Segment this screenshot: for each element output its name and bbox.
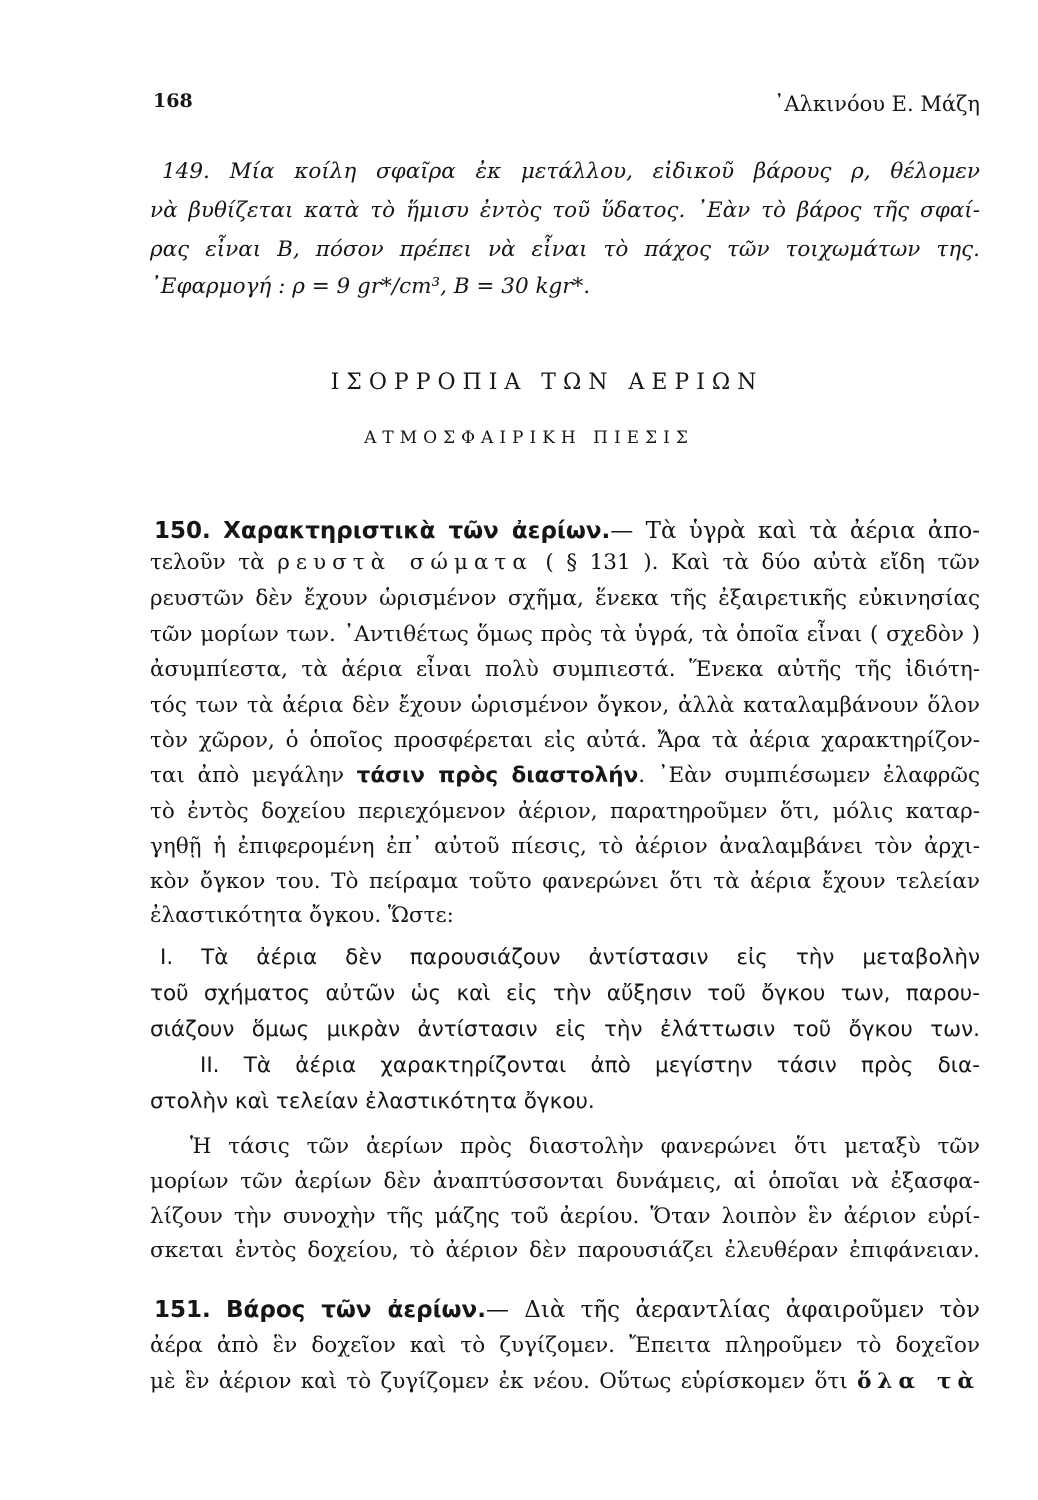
problem-149-line-3: ρας εἶναι Β, πόσον πρέπει νὰ εἶναι τὸ πάχος τῶν τοιχωμάτων της. [150, 237, 980, 262]
section-150-text: τελοῦν τὰ [150, 550, 265, 575]
rule-2-line-2: στολὴν καὶ τελείαν ἐλαστικότητα ὄγκου. [150, 1089, 595, 1114]
section-151-text: μὲ ἓν ἀέριον καὶ τὸ ζυγίζομεν ἐκ νέου. Οὕτως εὑρίσκομεν ὅτι [150, 1369, 848, 1394]
section-150-line-1 [154, 517, 980, 545]
tension-paragraph-line-3: λίζουν τὴν συνοχὴν τῆς μάζης τοῦ ἀερίου. Ὅταν λοιπὸν ἓν ἀέριον εὑρί- [150, 1204, 980, 1229]
section-151-line-1 [154, 1296, 980, 1324]
section-150-number: 150. [154, 518, 211, 544]
section-150-heading: Χαρακτηριστικὰ τῶν ἀερίων. [223, 518, 611, 544]
chapter-subtitle: ΑΤΜΟΣΦΑΙΡΙΚΗ ΠΙΕΣΙΣ [364, 428, 694, 448]
section-151-heading: Βάρος τῶν ἀερίων. [226, 1297, 486, 1323]
rule-2-line-1: II. Τὰ ἀέρια χαρακτηρίζονται ἀπὸ μεγίστην τάσιν πρὸς δια- [200, 1053, 980, 1078]
section-150-line-7: τὸν χῶρον, ὁ ὁποῖος προσφέρεται εἰς αὐτά. Ἄρα τὰ ἀέρια χαρακτηρίζον- [150, 728, 980, 753]
section-150-text: ( § 131 ). Καὶ τὰ δύο αὐτὰ εἴδη τῶν [545, 550, 980, 575]
section-150-spaced-term: ρευστὰ σώματα [277, 550, 533, 575]
section-150-text: . ᾿Εὰν συμπιέσωμεν ἐλαφρῶς [638, 763, 980, 788]
tension-paragraph-line-4: σκεται ἐντὸς δοχείου, τὸ ἀέριον δὲν παρουσιάζει ἐλευθέραν ἐπιφάνειαν. [150, 1238, 980, 1263]
section-151-line-3 [150, 1368, 980, 1396]
section-150-line-3: ρευστῶν δὲν ἔχουν ὡρισμένον σχῆμα, ἕνεκα τῆς ἐξαιρετικῆς εὐκινησίας [150, 586, 980, 611]
section-151-spaced-term: ὅλα τὰ [857, 1369, 980, 1394]
rule-1-line-1: I. Τὰ ἀέρια δὲν παρουσιάζουν ἀντίστασιν εἰς τὴν μεταβολὴν [160, 945, 980, 970]
page-number: 168 [153, 90, 193, 112]
tension-paragraph-line-1: Ἡ τάσις τῶν ἀερίων πρὸς διαστολὴν φανερώνει ὅτι μεταξὺ τῶν [190, 1134, 980, 1159]
section-150-bold-term: τάσιν πρὸς διαστολήν [356, 763, 639, 788]
section-150-line-10: γηθῇ ἡ ἐπιφερομένη ἐπ᾿ αὐτοῦ πίεσις, τὸ ἀέριον ἀναλαμβάνει τὸν ἀρχι- [150, 834, 980, 859]
section-150-line-12: ἐλαστικότητα ὄγκου. Ὥστε: [150, 903, 454, 928]
section-150-line-8 [150, 762, 980, 790]
section-150-text: ται ἀπὸ μεγάλην [150, 763, 344, 788]
running-header-author: ᾿Αλκινόου Ε. Μάζη [773, 92, 980, 116]
rule-1-line-2: τοῦ σχήματος αὐτῶν ὡς καὶ εἰς τὴν αὔξησιν τοῦ ὄγκου των, παρου- [150, 981, 980, 1006]
rule-1-line-3: σιάζουν ὅμως μικρὰν ἀντίστασιν εἰς τὴν ἐλάττωσιν τοῦ ὄγκου των. [150, 1017, 980, 1042]
section-150-line-11: κὸν ὄγκον του. Τὸ πείραμα τοῦτο φανερώνει ὅτι τὰ ἀέρια ἔχουν τελείαν [150, 869, 980, 894]
section-150-line-5: ἀσυμπίεστα, τὰ ἀέρια εἶναι πολὺ συμπιεστά. Ἕνεκα αὐτῆς τῆς ἰδιότη- [150, 657, 980, 682]
section-151-line-2: ἀέρα ἀπὸ ἓν δοχεῖον καὶ τὸ ζυγίζομεν. Ἔπειτα πληροῦμεν τὸ δοχεῖον [150, 1333, 980, 1358]
tension-paragraph-line-2: μορίων τῶν ἀερίων δὲν ἀναπτύσσονται δυνάμεις, αἱ ὁποῖαι νὰ ἐξασφα- [150, 1169, 980, 1194]
chapter-title: ΙΣΟΡΡΟΠΙΑ ΤΩΝ ΑΕΡΙΩΝ [330, 370, 764, 395]
section-150-line-6: τός των τὰ ἀέρια δὲν ἔχουν ὡρισμένον ὄγκον, ἀλλὰ καταλαμβάνουν ὅλον [150, 693, 980, 718]
section-151-number: 151. [154, 1297, 211, 1323]
section-151-line-1-text: — Διὰ τῆς ἀεραντλίας ἀφαιροῦμεν τὸν [485, 1297, 981, 1323]
section-150-line-9: τὸ ἐντὸς δοχείου περιεχόμενον ἀέριον, παρατηροῦμεν ὅτι, μόλις καταρ- [150, 799, 980, 824]
problem-149-line-2: νὰ βυθίζεται κατὰ τὸ ἥμισυ ἐντὸς τοῦ ὕδατος. ᾿Εὰν τὸ βάρος τῆς σφαί- [150, 198, 980, 223]
section-150-line-2 [150, 549, 980, 577]
problem-149-line-1: 149. Μία κοίλη σφαῖρα ἐκ μετάλλου, εἰδικοῦ βάρους ρ, θέλομεν [162, 159, 980, 184]
problem-149-line-4: ᾿Εφαρμογή : ρ = 9 gr*/cm³, Β = 30 kgr*. [150, 274, 591, 299]
section-150-line-4: τῶν μορίων των. ᾿Αντιθέτως ὅμως πρὸς τὰ ὑγρά, τὰ ὁποῖα εἶναι ( σχεδὸν ) [150, 622, 980, 647]
section-150-line-1-text: — Τὰ ὑγρὰ καὶ τὰ ἀέρια ἀπο- [610, 518, 980, 544]
